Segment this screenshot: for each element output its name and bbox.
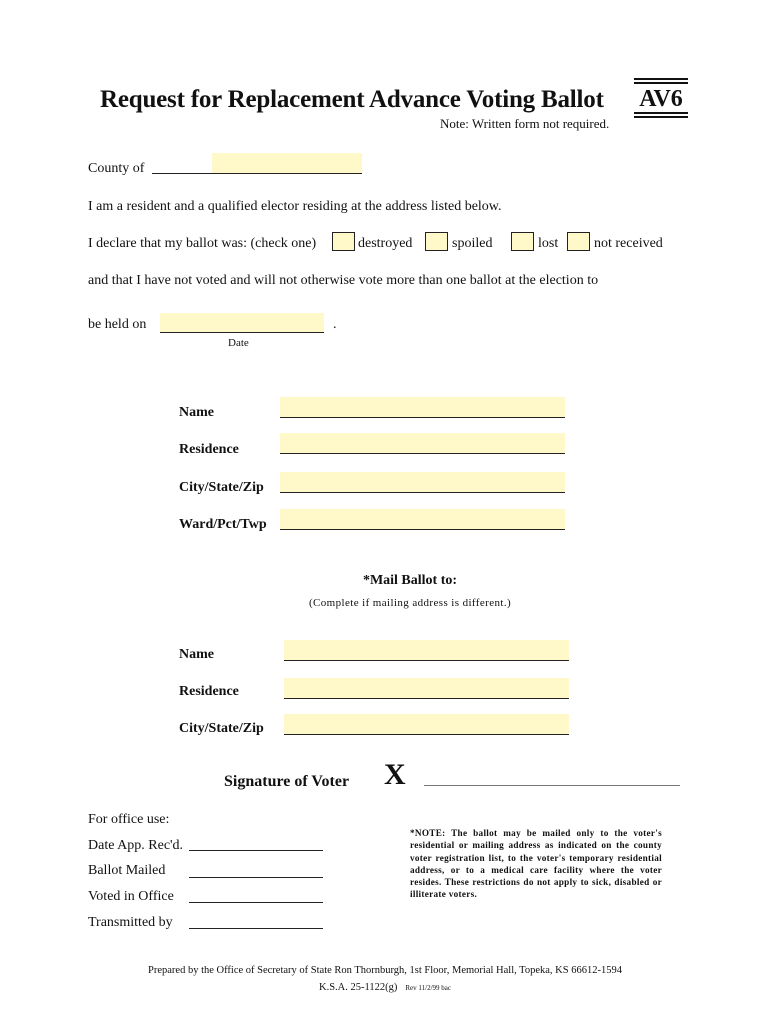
form-code-bottom-rule-2: [634, 116, 688, 118]
header-note: Note: Written form not required.: [440, 116, 610, 131]
option-label-destroyed: destroyed: [358, 236, 413, 251]
ward-underline: [280, 529, 565, 530]
mail-name-input[interactable]: [284, 640, 569, 660]
option-label-lost: lost: [538, 236, 559, 251]
checkbox-spoiled[interactable]: [425, 232, 448, 251]
footer-revision: Rev 11/2/99 bac: [405, 984, 451, 992]
office-field-label-transmitted-by: Transmitted by: [88, 915, 173, 930]
office-field-label-date-rec: Date App. Rec'd.: [88, 838, 184, 853]
mail-name-underline: [284, 660, 569, 661]
city-state-zip-underline: [280, 492, 565, 493]
mail-ballot-heading: *Mail Ballot to:: [362, 573, 458, 588]
residency-statement: I am a resident and a qualified elector residing at the address listed below.: [88, 199, 502, 214]
form-code-bottom-rule: [634, 112, 688, 114]
mail-ballot-subheading: (Complete if mailing address is different.): [308, 597, 512, 609]
signature-line[interactable]: [424, 785, 680, 786]
mail-residence-label: Residence: [179, 684, 239, 699]
form-code-top-rule-2: [634, 82, 688, 84]
election-period: .: [333, 317, 337, 332]
date-caption: Date: [228, 337, 249, 349]
office-field-label-voted-in-office: Voted in Office: [88, 889, 174, 904]
name-underline: [280, 417, 565, 418]
election-date-input[interactable]: [160, 313, 324, 332]
signature-x-mark: X: [384, 758, 406, 791]
mail-residence-underline: [284, 698, 569, 699]
form-code-top-rule: [634, 78, 688, 80]
county-label: County of: [88, 161, 145, 176]
county-input[interactable]: [212, 153, 362, 173]
name-label: Name: [179, 405, 214, 420]
footer-statute-line: [0, 977, 770, 995]
residence-label: Residence: [179, 442, 239, 457]
form-code-badge: [634, 78, 688, 120]
name-input[interactable]: [280, 397, 565, 417]
voting-statement: and that I have not voted and will not otherwise vote more than one ballot at the election to: [88, 273, 599, 288]
footer-statute: K.S.A. 25-1122(g): [319, 982, 398, 993]
checkbox-lost[interactable]: [511, 232, 534, 251]
residence-underline: [280, 453, 565, 454]
office-field-line-voted-in-office[interactable]: [189, 902, 323, 903]
ballot-status-prefix: I declare that my ballot was: (check one): [88, 236, 317, 251]
office-field-line-transmitted-by[interactable]: [189, 928, 323, 929]
ward-input[interactable]: [280, 509, 565, 529]
form-code: AV6: [639, 86, 683, 112]
mail-city-state-zip-label: City/State/Zip: [179, 721, 264, 736]
election-label: be held on: [88, 317, 147, 332]
office-field-line-date-rec[interactable]: [189, 850, 323, 851]
option-label-not-received: not received: [594, 236, 663, 251]
checkbox-not-received[interactable]: [567, 232, 590, 251]
office-field-line-ballot-mailed[interactable]: [189, 877, 323, 878]
city-state-zip-label: City/State/Zip: [179, 480, 264, 495]
city-state-zip-input[interactable]: [280, 472, 565, 492]
mail-city-state-zip-underline: [284, 734, 569, 735]
ward-label: Ward/Pct/Twp: [179, 517, 267, 532]
election-date-underline: [160, 332, 324, 333]
county-underline: [152, 173, 362, 174]
signature-label: Signature of Voter: [224, 773, 350, 790]
mail-city-state-zip-input[interactable]: [284, 714, 569, 734]
legal-note: *NOTE: The ballot may be mailed only to the voter's residential or mailing address as indicated on the county voter registration list, to the voter's temporary residential address, or to a medical care facility where the voter resides. These restrictions do not apply to sick, disabled or illiterate voters.: [410, 828, 662, 900]
option-label-spoiled: spoiled: [452, 236, 493, 251]
residence-input[interactable]: [280, 433, 565, 453]
footer-prepared-by: Prepared by the Office of Secretary of State Ron Thornburgh, 1st Floor, Memorial Hall, Topeka, KS 66612-1594: [148, 965, 622, 976]
mail-residence-input[interactable]: [284, 678, 569, 698]
office-use-heading: For office use:: [88, 812, 170, 827]
checkbox-destroyed[interactable]: [332, 232, 355, 251]
office-field-label-ballot-mailed: Ballot Mailed: [88, 863, 166, 878]
form-title: Request for Replacement Advance Voting Ballot: [100, 86, 604, 113]
mail-name-label: Name: [179, 647, 214, 662]
